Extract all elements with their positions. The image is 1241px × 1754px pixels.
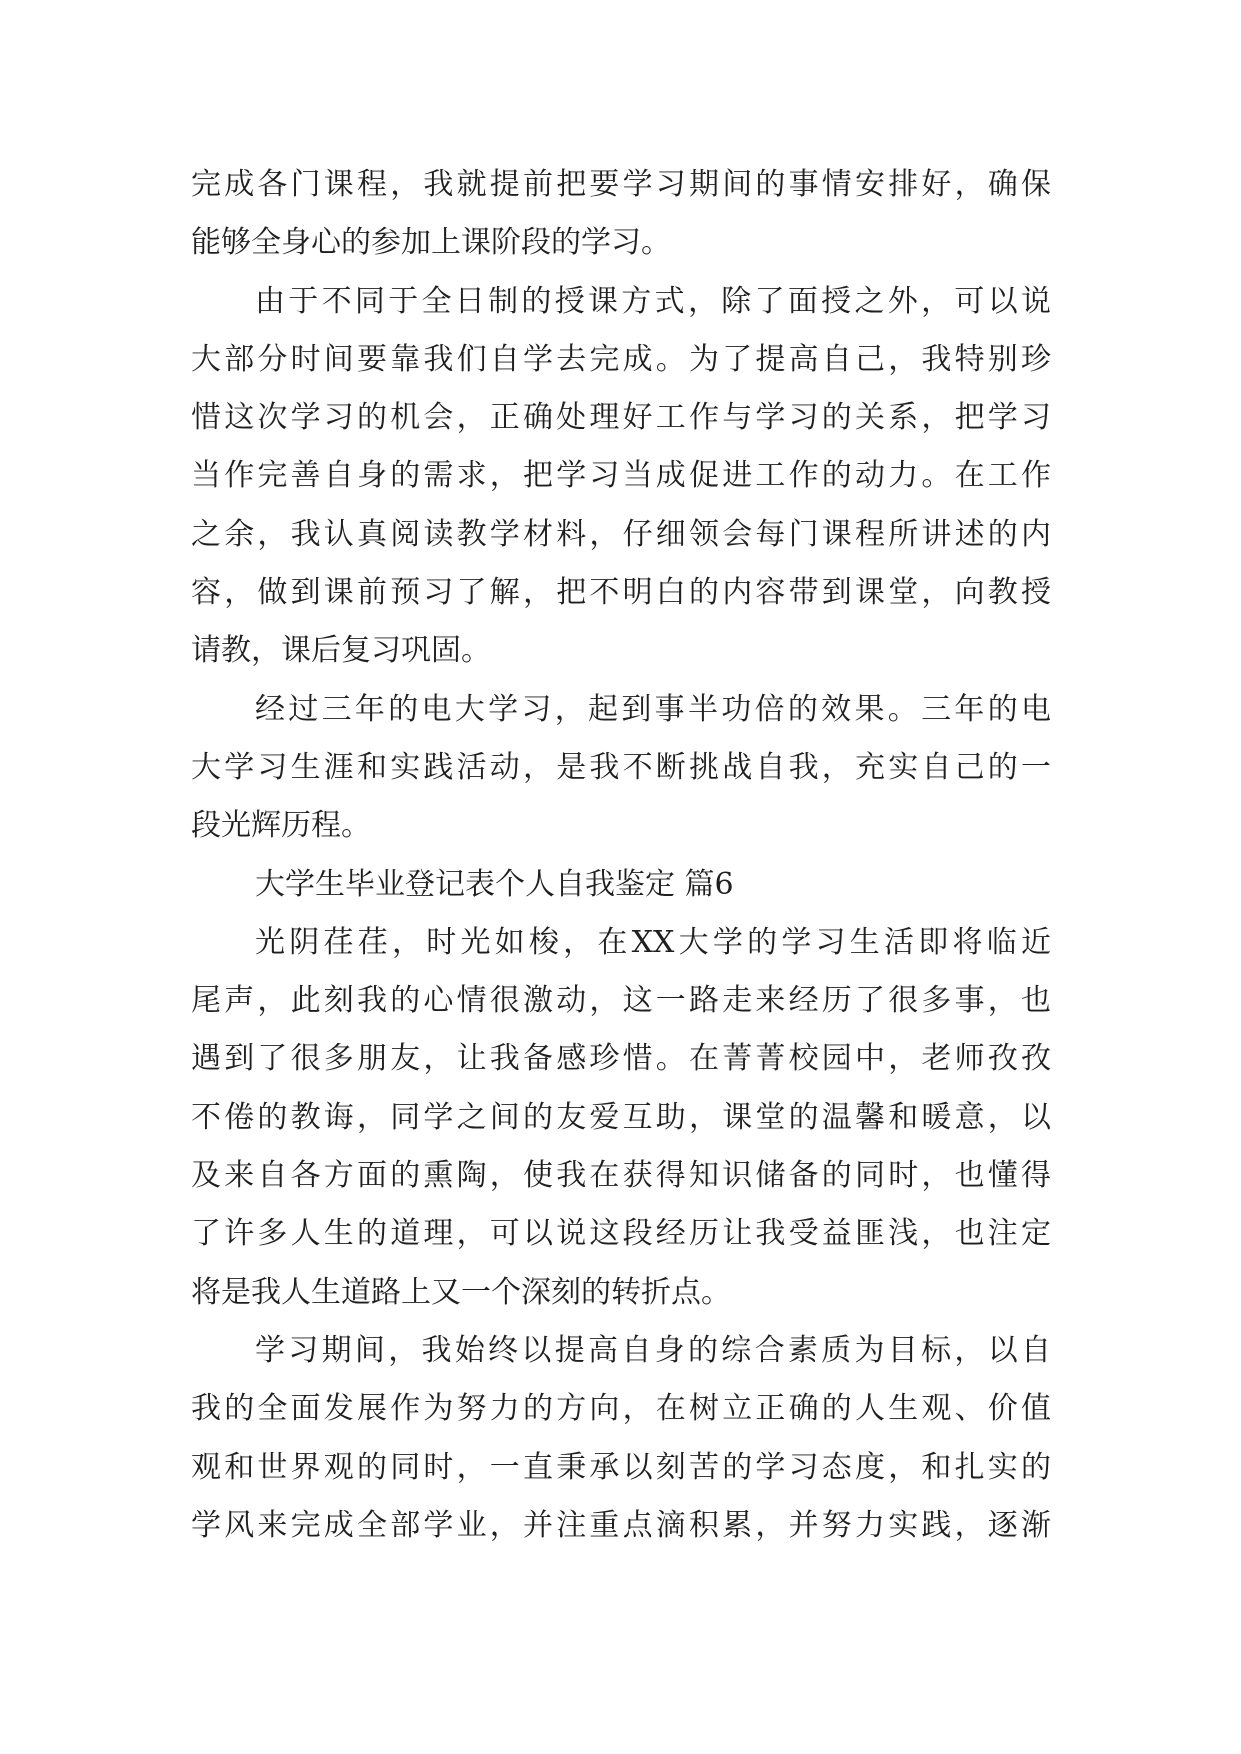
text-line: 能够全身心的参加上课阶段的学习。 bbox=[191, 225, 671, 261]
text-line: 由于不同于全日制的授课方式，除了面授之外，可以说 bbox=[255, 283, 1051, 319]
text-line: 经过三年的电大学习，起到事半功倍的效果。三年的电 bbox=[255, 691, 1051, 727]
text-line: 当作完善自身的需求，把学习当成促进工作的动力。在工作 bbox=[191, 458, 1051, 494]
text-line: 惜这次学习的机会，正确处理好工作与学习的关系，把学习 bbox=[191, 400, 1051, 436]
text-line: 遇到了很多朋友，让我备感珍惜。在菁菁校园中，老师孜孜 bbox=[191, 1041, 1051, 1077]
text-line: 段光辉历程。 bbox=[191, 808, 371, 844]
text-line: 尾声，此刻我的心情很激动，这一路走来经历了很多事，也 bbox=[191, 983, 1051, 1019]
text-line: 了许多人生的道理，可以说这段经历让我受益匪浅，也注定 bbox=[191, 1216, 1051, 1252]
text-line: 光阴荏荏，时光如梭，在XX大学的学习生活即将临近 bbox=[255, 924, 1051, 960]
document-page bbox=[191, 156, 1051, 1555]
text-line: 将是我人生道路上又一个深刻的转折点。 bbox=[191, 1274, 731, 1310]
text-line: 完成各门课程，我就提前把要学习期间的事情安排好，确保 bbox=[191, 167, 1051, 202]
text-line: 大学习生涯和实践活动，是我不断挑战自我，充实自己的一 bbox=[191, 749, 1051, 785]
text-line: 学风来完成全部学业，并注重点滴积累，并努力实践，逐渐 bbox=[191, 1507, 1051, 1543]
text-line: 学习期间，我始终以提高自身的综合素质为目标，以自 bbox=[255, 1332, 1051, 1368]
text-line: 不倦的教诲，同学之间的友爱互助，课堂的温馨和暖意，以 bbox=[191, 1099, 1051, 1135]
text-line: 请教，课后复习巩固。 bbox=[191, 633, 491, 669]
text-line: 之余，我认真阅读教学材料，仔细领会每门课程所讲述的内 bbox=[191, 516, 1051, 552]
text-line: 大部分时间要靠我们自学去完成。为了提高自己，我特别珍 bbox=[191, 341, 1051, 377]
text-line: 观和世界观的同时，一直秉承以刻苦的学习态度，和扎实的 bbox=[191, 1449, 1051, 1485]
text-line: 容，做到课前预习了解，把不明白的内容带到课堂，向教授 bbox=[191, 575, 1051, 611]
text-line: 及来自各方面的熏陶，使我在获得知识储备的同时，也懂得 bbox=[191, 1158, 1051, 1194]
text-line: 我的全面发展作为努力的方向，在树立正确的人生观、价值 bbox=[191, 1391, 1051, 1427]
text-line: 大学生毕业登记表个人自我鉴定 篇6 bbox=[255, 866, 734, 902]
